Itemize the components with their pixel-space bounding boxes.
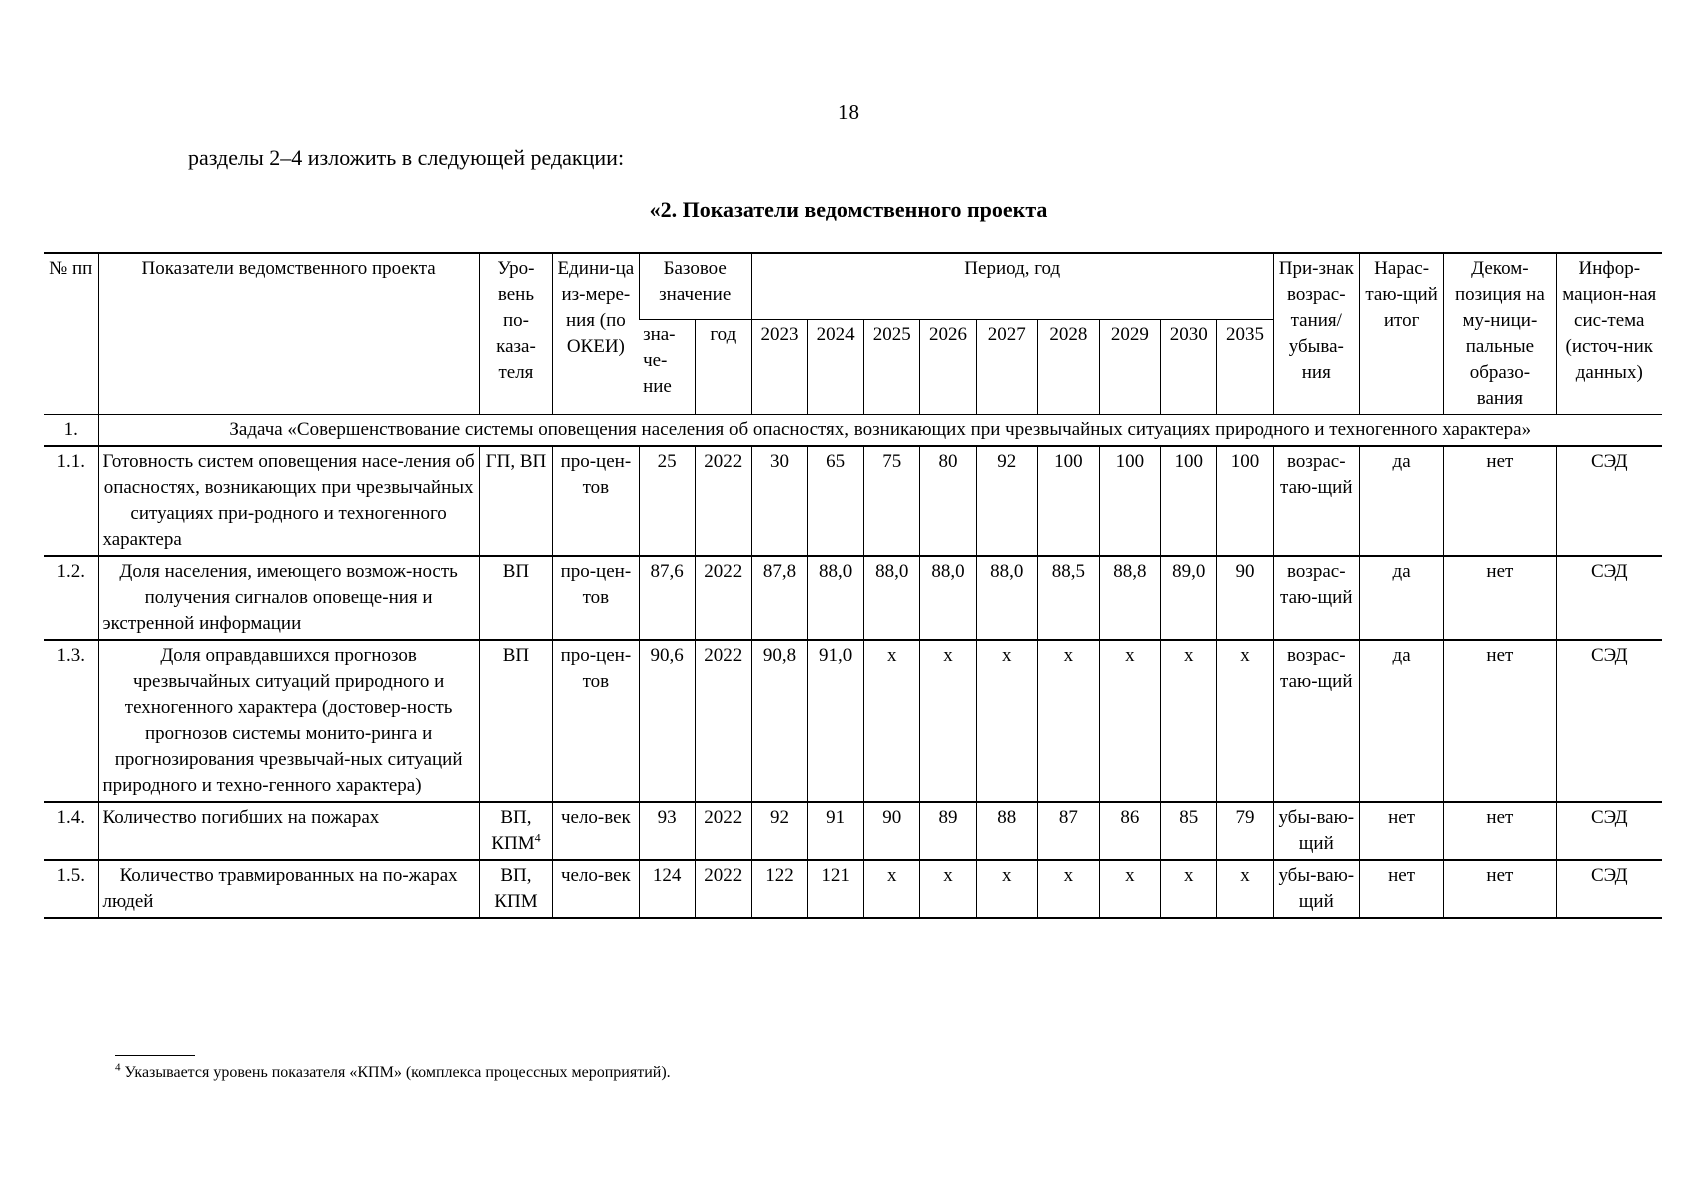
row-base-value: 87,6 xyxy=(639,556,695,640)
row-value: 100 xyxy=(1038,446,1100,556)
row-level: ГП, ВП xyxy=(479,446,552,556)
row-num: 1.2. xyxy=(44,556,98,640)
section-title: «2. Показатели ведомственного проекта xyxy=(649,197,1048,222)
row-base-year: 2022 xyxy=(695,640,751,802)
row-value: 100 xyxy=(1217,446,1273,556)
row-base-year: 2022 xyxy=(695,556,751,640)
row-info-system: СЭД xyxy=(1556,640,1662,802)
header-num: № пп xyxy=(44,253,98,415)
header-trend: При-знак возрас-тания/ убыва-ния xyxy=(1273,253,1359,415)
header-decomposition: Деком-позиция на му-ници-пальные образо-вания xyxy=(1444,253,1556,415)
row-unit: чело-век xyxy=(553,860,639,918)
row-unit: про-цен-тов xyxy=(553,556,639,640)
row-value: х xyxy=(1099,640,1161,802)
header-period: Период, год xyxy=(751,253,1273,319)
row-unit: чело-век xyxy=(553,802,639,860)
header-year: 2028 xyxy=(1038,319,1100,414)
header-year: 2035 xyxy=(1217,319,1273,414)
row-value: 88,8 xyxy=(1099,556,1161,640)
row-cumulative: нет xyxy=(1359,802,1443,860)
row-value: 88,5 xyxy=(1038,556,1100,640)
row-value: 91,0 xyxy=(808,640,864,802)
row-trend: возрас-таю-щий xyxy=(1273,446,1359,556)
table-row xyxy=(44,640,1662,802)
row-cumulative: да xyxy=(1359,640,1443,802)
row-base-year: 2022 xyxy=(695,860,751,918)
row-value: 100 xyxy=(1161,446,1217,556)
footnote-reference: 4 xyxy=(534,830,541,845)
indicators-table xyxy=(44,252,1662,919)
header-year: 2030 xyxy=(1161,319,1217,414)
row-value: х xyxy=(1038,640,1100,802)
task-num: 1. xyxy=(44,415,98,447)
row-value: 88,0 xyxy=(864,556,920,640)
row-name: Количество травмированных на по-жарах людей xyxy=(98,860,479,918)
row-value: 88,0 xyxy=(808,556,864,640)
row-value: 89,0 xyxy=(1161,556,1217,640)
row-value: х xyxy=(920,860,976,918)
row-value: х xyxy=(1217,640,1273,802)
row-base-value: 25 xyxy=(639,446,695,556)
row-info-system: СЭД xyxy=(1556,446,1662,556)
row-trend: возрас-таю-щий xyxy=(1273,640,1359,802)
row-level: ВП xyxy=(479,556,552,640)
row-trend: убы-ваю-щий xyxy=(1273,860,1359,918)
row-value: х xyxy=(864,860,920,918)
row-cumulative: да xyxy=(1359,446,1443,556)
row-base-value: 93 xyxy=(639,802,695,860)
row-value: 90,8 xyxy=(751,640,807,802)
row-value: х xyxy=(1217,860,1273,918)
row-value: 92 xyxy=(751,802,807,860)
footnote xyxy=(115,1061,671,1082)
row-value: 80 xyxy=(920,446,976,556)
row-num: 1.3. xyxy=(44,640,98,802)
row-value: х xyxy=(1161,860,1217,918)
row-trend: возрас-таю-щий xyxy=(1273,556,1359,640)
row-value: 79 xyxy=(1217,802,1273,860)
row-unit: про-цен-тов xyxy=(553,446,639,556)
row-value: х xyxy=(1161,640,1217,802)
row-value: 30 xyxy=(751,446,807,556)
row-value: 91 xyxy=(808,802,864,860)
row-name: Готовность систем оповещения насе-ления об опасностях, возникающих при чрезвычайных ситуациях при-родного и техногенного характера xyxy=(98,446,479,556)
row-base-value: 124 xyxy=(639,860,695,918)
row-value: 122 xyxy=(751,860,807,918)
header-year: 2023 xyxy=(751,319,807,414)
row-cumulative: нет xyxy=(1359,860,1443,918)
row-cumulative: да xyxy=(1359,556,1443,640)
row-decomposition: нет xyxy=(1444,802,1556,860)
table-row xyxy=(44,446,1662,556)
footnote-text: Указывается уровень показателя «КПМ» (комплекса процессных мероприятий). xyxy=(124,1064,671,1081)
row-info-system: СЭД xyxy=(1556,860,1662,918)
row-trend: убы-ваю-щий xyxy=(1273,802,1359,860)
row-decomposition: нет xyxy=(1444,556,1556,640)
row-value: х xyxy=(1099,860,1161,918)
row-value: 90 xyxy=(1217,556,1273,640)
row-level-text: ВП, КПМ xyxy=(491,807,535,854)
row-value: 121 xyxy=(808,860,864,918)
header-base-value-value: зна-че-ние xyxy=(639,319,695,414)
header-year: 2024 xyxy=(808,319,864,414)
task-row xyxy=(44,415,1662,447)
table-row xyxy=(44,556,1662,640)
row-value: х xyxy=(920,640,976,802)
header-year: 2027 xyxy=(976,319,1038,414)
task-text: Задача «Совершенствование системы оповещения населения об опасностях, возникающих при чрезвычайных ситуациях природного и техногенного характера» xyxy=(98,415,1662,447)
row-info-system: СЭД xyxy=(1556,556,1662,640)
row-level xyxy=(479,802,552,860)
row-value: 86 xyxy=(1099,802,1161,860)
footnote-mark: 4 xyxy=(115,1061,121,1074)
row-num: 1.1. xyxy=(44,446,98,556)
row-info-system: СЭД xyxy=(1556,802,1662,860)
intro-text: разделы 2–4 изложить в следующей редакции: xyxy=(188,145,625,170)
row-unit: про-цен-тов xyxy=(553,640,639,802)
header-year: 2029 xyxy=(1099,319,1161,414)
header-unit: Едини-ца из-мере-ния (по ОКЕИ) xyxy=(553,253,639,415)
page-number: 18 xyxy=(838,100,859,124)
header-info-system: Инфор-мацион-ная сис-тема (источ-ник данных) xyxy=(1556,253,1662,415)
header-row-1 xyxy=(44,253,1662,319)
row-value: 87 xyxy=(1038,802,1100,860)
row-value: 90 xyxy=(864,802,920,860)
row-value: х xyxy=(864,640,920,802)
header-base-value: Базовое значение xyxy=(639,253,751,319)
row-base-year: 2022 xyxy=(695,802,751,860)
row-value: 100 xyxy=(1099,446,1161,556)
row-value: 65 xyxy=(808,446,864,556)
row-num: 1.4. xyxy=(44,802,98,860)
row-value: 85 xyxy=(1161,802,1217,860)
row-value: 88,0 xyxy=(976,556,1038,640)
header-year: 2026 xyxy=(920,319,976,414)
table-row xyxy=(44,860,1662,918)
header-base-value-year: год xyxy=(695,319,751,414)
row-value: х xyxy=(976,640,1038,802)
header-level: Уро-вень по-каза-теля xyxy=(479,253,552,415)
row-value: 87,8 xyxy=(751,556,807,640)
row-value: 88 xyxy=(976,802,1038,860)
footnote-divider xyxy=(115,1055,195,1056)
row-level: ВП, КПМ xyxy=(479,860,552,918)
row-decomposition: нет xyxy=(1444,446,1556,556)
row-name: Доля населения, имеющего возмож-ность получения сигналов оповеще-ния и экстренной информации xyxy=(98,556,479,640)
row-value: 75 xyxy=(864,446,920,556)
row-decomposition: нет xyxy=(1444,860,1556,918)
row-value: 89 xyxy=(920,802,976,860)
header-indicator: Показатели ведомственного проекта xyxy=(98,253,479,415)
table-row xyxy=(44,802,1662,860)
row-name: Доля оправдавшихся прогнозов чрезвычайных ситуаций природного и техногенного характера (достовер-ность прогнозов системы монито-ринга и прогнозирования чрезвычай-ных ситуаций природного и техно-генного характера) xyxy=(98,640,479,802)
header-year: 2025 xyxy=(864,319,920,414)
row-value: х xyxy=(976,860,1038,918)
row-value: 92 xyxy=(976,446,1038,556)
row-decomposition: нет xyxy=(1444,640,1556,802)
row-base-value: 90,6 xyxy=(639,640,695,802)
row-num: 1.5. xyxy=(44,860,98,918)
row-level: ВП xyxy=(479,640,552,802)
header-cumulative: Нарас-таю-щий итог xyxy=(1359,253,1443,415)
row-value: х xyxy=(1038,860,1100,918)
row-name: Количество погибших на пожарах xyxy=(98,802,479,860)
row-value: 88,0 xyxy=(920,556,976,640)
row-base-year: 2022 xyxy=(695,446,751,556)
